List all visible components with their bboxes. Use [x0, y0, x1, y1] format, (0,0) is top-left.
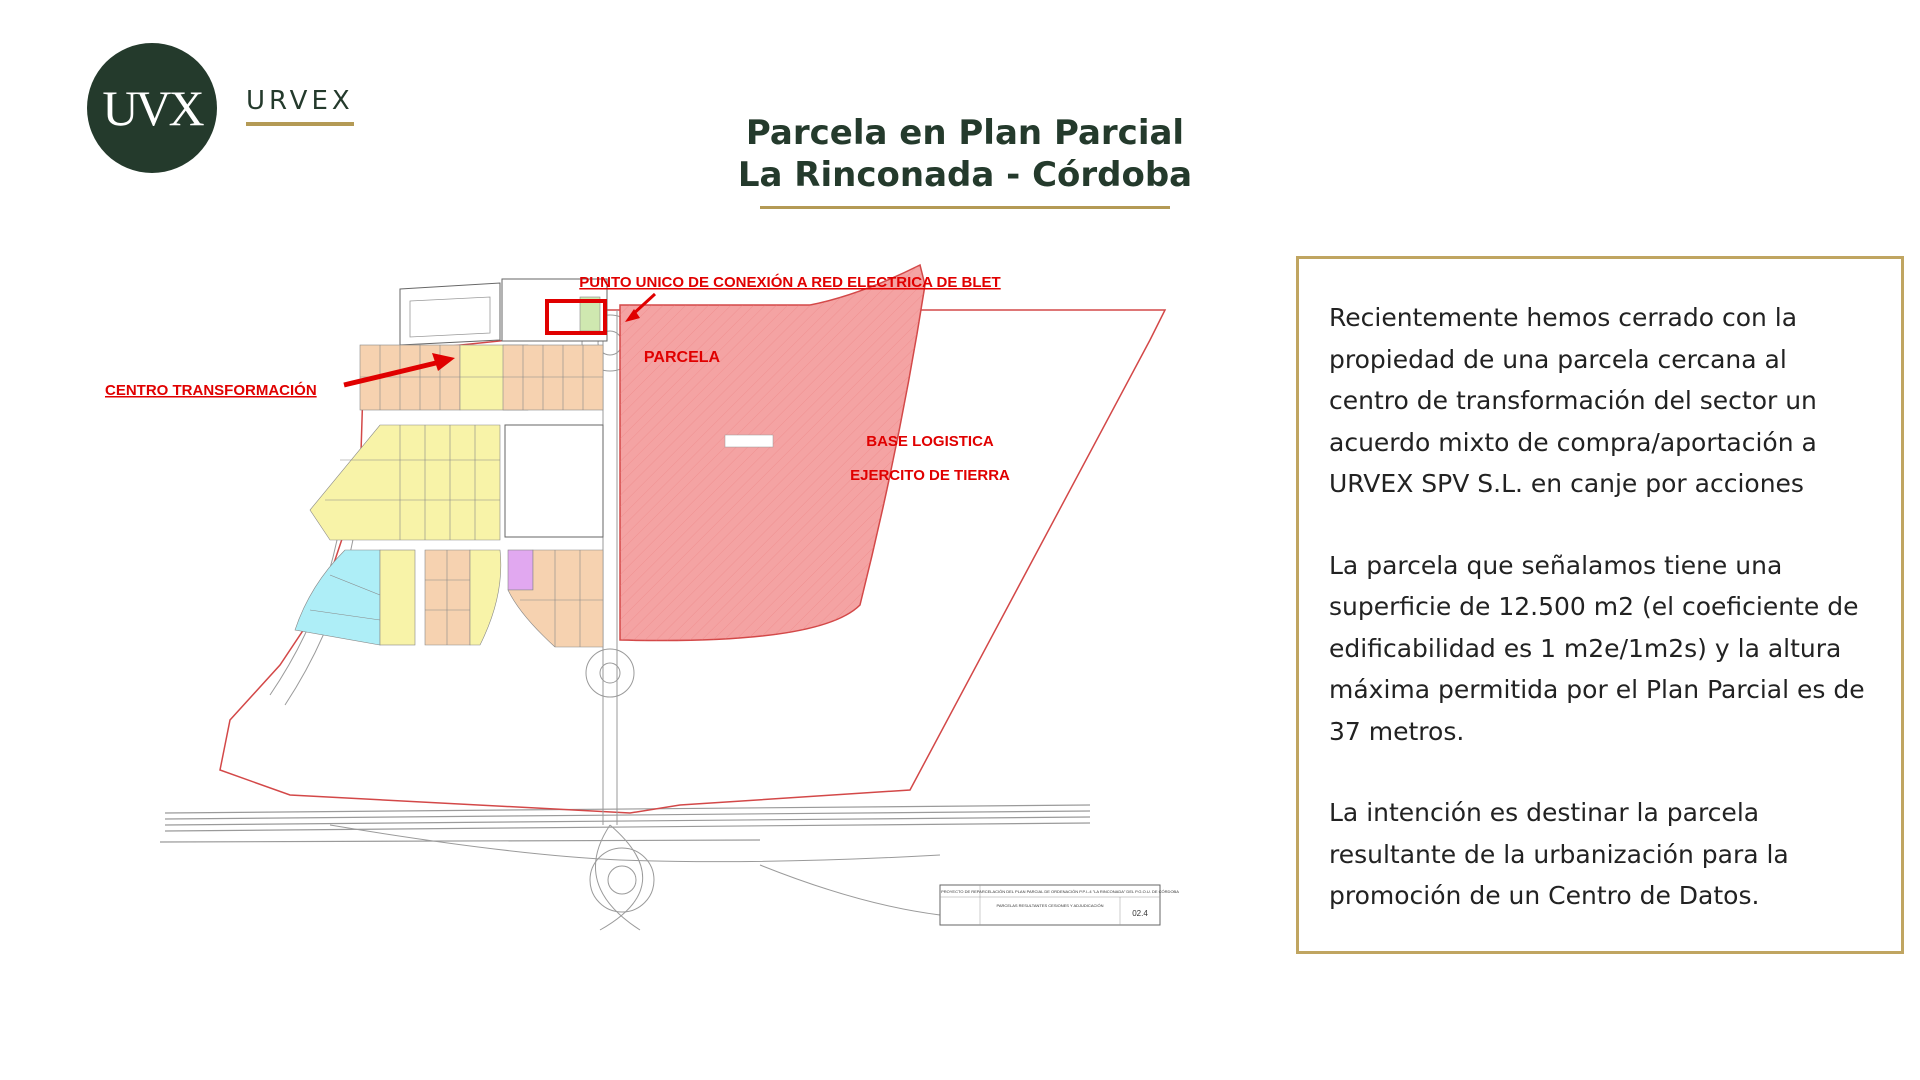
- base-logistica-note: [725, 435, 773, 447]
- brand-name: URVEX: [246, 86, 354, 126]
- description-panel: [1296, 256, 1904, 954]
- upper-right-blocks: [503, 345, 603, 410]
- description-paragraph-2: La parcela que señalamos tiene una superficie de 12.500 m2 (el coeficiente de edificabilidad es 1 m2e/1m2s) y la altura máxima permitida por el Plan Parcial es de 37 metros.: [1329, 550, 1865, 746]
- plan-title-block: [940, 885, 1179, 925]
- page-title: [700, 112, 1230, 196]
- description-paragraph-3: La intención es destinar la parcela resultante de la urbanización para la promoción de un Centro de Datos.: [1329, 798, 1789, 910]
- lower-right-orange-block: [508, 550, 603, 647]
- urvex-logo: [87, 43, 217, 173]
- parcela-label: PARCELA: [643, 349, 721, 366]
- title-line-2: La Rinconada - Córdoba: [737, 155, 1193, 195]
- railway-lines: [160, 805, 1090, 842]
- title-underline: [760, 206, 1170, 209]
- central-yellow-block: [310, 425, 500, 540]
- lower-left-cyan-block: [295, 550, 415, 645]
- lower-mid-orange-block: [425, 550, 501, 645]
- punto-conexion-label: PUNTO UNICO DE CONEXIÓN A RED ELECTRICA DE BLET: [579, 274, 1001, 291]
- ct-building: [410, 297, 490, 337]
- ejercito-tierra-label: EJERCITO DE TIERRA: [850, 467, 1010, 484]
- large-white-plot: [505, 425, 603, 537]
- title-line-1: Parcela en Plan Parcial: [745, 113, 1185, 153]
- plan-title-header: PROYECTO DE REPARCELACIÓN DEL PLAN PARCIAL DE ORDENACIÓN P.P.I.-4 "LA RINCONADA" DEL P.G.O.U. DE CÓRDOBA: [941, 889, 1179, 894]
- site-plan-map: [105, 265, 1270, 930]
- centro-transformacion-label: CENTRO TRANSFORMACIÓN: [105, 382, 317, 399]
- logo-monogram: UVX: [102, 80, 202, 136]
- plan-sheet-number: 02.4: [1132, 909, 1148, 918]
- description-paragraph-1: Recientemente hemos cerrado con la propiedad de una parcela cercana al centro de transformación del sector un acuerdo mixto de compra/aportación a URVEX SPV S.L. en canje por acciones: [1329, 303, 1817, 498]
- base-logistica-label: BASE LOGISTICA: [866, 433, 994, 450]
- plan-title-subtitle: PARCELAS RESULTANTES CESIONES Y ADJUDICACIÓN: [996, 903, 1104, 908]
